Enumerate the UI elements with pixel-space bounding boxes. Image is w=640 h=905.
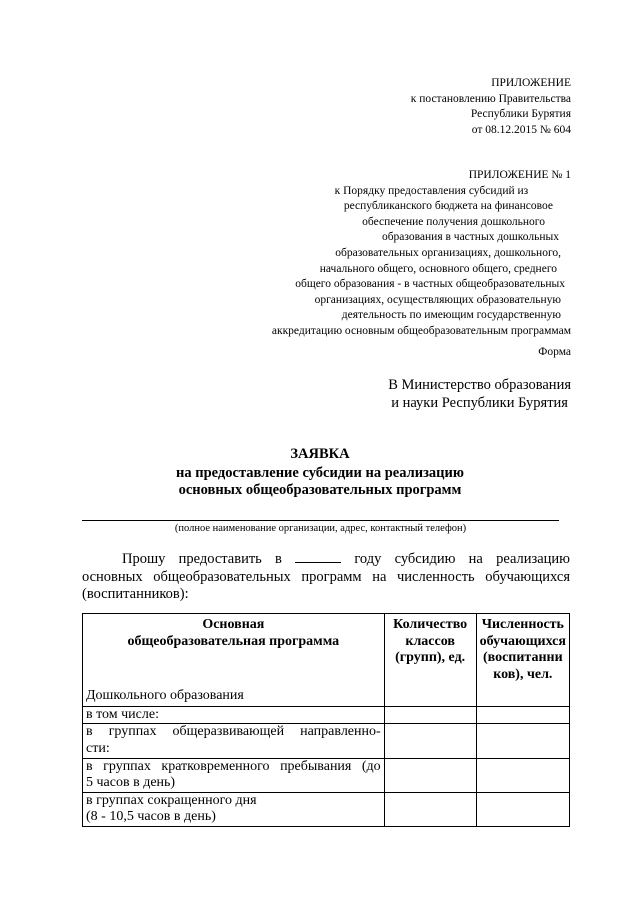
table-row	[83, 758, 570, 792]
organization-fill-line[interactable]	[82, 520, 559, 521]
appendix-1-heading: ПРИЛОЖЕНИЕ № 1	[468, 169, 571, 181]
classes-cell[interactable]	[384, 724, 476, 758]
appendix-main-block	[411, 76, 571, 138]
table-row	[83, 792, 570, 826]
form-label: Форма	[538, 346, 571, 358]
request-line: основных общеобразовательных программ на численность обучающихся	[82, 568, 570, 585]
header-program-title: общеобразовательная программа	[127, 633, 340, 649]
appendix-1-block	[272, 168, 571, 340]
appendix-1-line: общего образования - в частных общеобразовательных	[295, 278, 565, 291]
appendix-1-line: аккредитацию основным общеобразовательным программам	[271, 324, 571, 337]
row-label-line: 5 часов в день)	[86, 775, 176, 791]
header-students-count: Численность обучающихся (воспитанни ков), чел.	[476, 614, 569, 707]
appendix-1-line: организациях, осуществляющих образовательную	[314, 293, 561, 306]
table-header-row	[83, 614, 570, 707]
year-blank-field[interactable]	[295, 550, 341, 563]
row-label: в том числе:	[83, 706, 385, 724]
table-row	[83, 724, 570, 758]
header-program	[83, 614, 385, 707]
row-label	[83, 792, 385, 826]
document-title	[0, 446, 640, 500]
row-label-line: в группах сокращенного дня	[86, 792, 257, 808]
header-program-type: Дошкольного образования	[86, 688, 244, 704]
appendix-1-line: образовательных организациях, дошкольного,	[335, 246, 561, 259]
students-cell[interactable]	[476, 724, 569, 758]
appendix-main-line: к постановлению Правительства	[410, 92, 571, 105]
title-line: основных общеобразовательных программ	[178, 482, 462, 498]
students-cell[interactable]	[476, 792, 569, 826]
appendix-1-line: деятельность по имеющим государственную	[341, 309, 561, 322]
program-table	[82, 613, 570, 827]
row-label-line: (8 - 10,5 часов в день)	[86, 809, 216, 825]
recipient-line: и науки Республики Бурятия	[391, 395, 568, 411]
row-label	[83, 758, 385, 792]
row-label-line: в группах общеразвивающей направленно-	[86, 724, 381, 740]
request-text-after-year: году субсидию на реализацию	[354, 551, 571, 567]
appendix-1-line: к Порядку предоставления субсидий из	[334, 184, 529, 197]
table-row	[83, 706, 570, 724]
request-text-before-year: Прошу предоставить в	[122, 551, 282, 567]
title-main: ЗАЯВКА	[290, 446, 350, 462]
recipient-line: В Министерство образования	[388, 377, 571, 393]
students-cell[interactable]	[476, 758, 569, 792]
classes-cell[interactable]	[384, 706, 476, 724]
appendix-1-line: обеспечение получения дошкольного	[362, 215, 545, 228]
row-label	[83, 724, 385, 758]
appendix-main-line: Республики Бурятия	[470, 108, 571, 121]
recipient-block	[388, 376, 571, 412]
header-classes-count: Количество классов (групп), ед.	[384, 614, 476, 707]
appendix-1-line: образования в частных дошкольных	[381, 231, 559, 244]
appendix-1-line: начального общего, основного общего, среднего	[319, 262, 557, 275]
organization-caption: (полное наименование организации, адрес, контактный телефон)	[174, 523, 467, 534]
request-line	[82, 550, 570, 569]
classes-cell[interactable]	[384, 792, 476, 826]
request-line: (воспитанников):	[82, 586, 189, 603]
appendix-main-line: от 08.12.2015 № 604	[471, 123, 571, 136]
appendix-1-line: республиканского бюджета на финансовое	[343, 200, 553, 213]
classes-cell[interactable]	[384, 758, 476, 792]
header-program-title: Основная	[202, 617, 265, 632]
students-cell[interactable]	[476, 706, 569, 724]
request-paragraph	[82, 550, 570, 604]
title-line: на предоставление субсидии на реализацию	[176, 464, 464, 481]
row-label-line: в группах кратковременного пребывания (до	[86, 758, 381, 774]
row-label-line: сти:	[86, 740, 110, 756]
appendix-main-line: ПРИЛОЖЕНИЕ	[491, 77, 571, 89]
